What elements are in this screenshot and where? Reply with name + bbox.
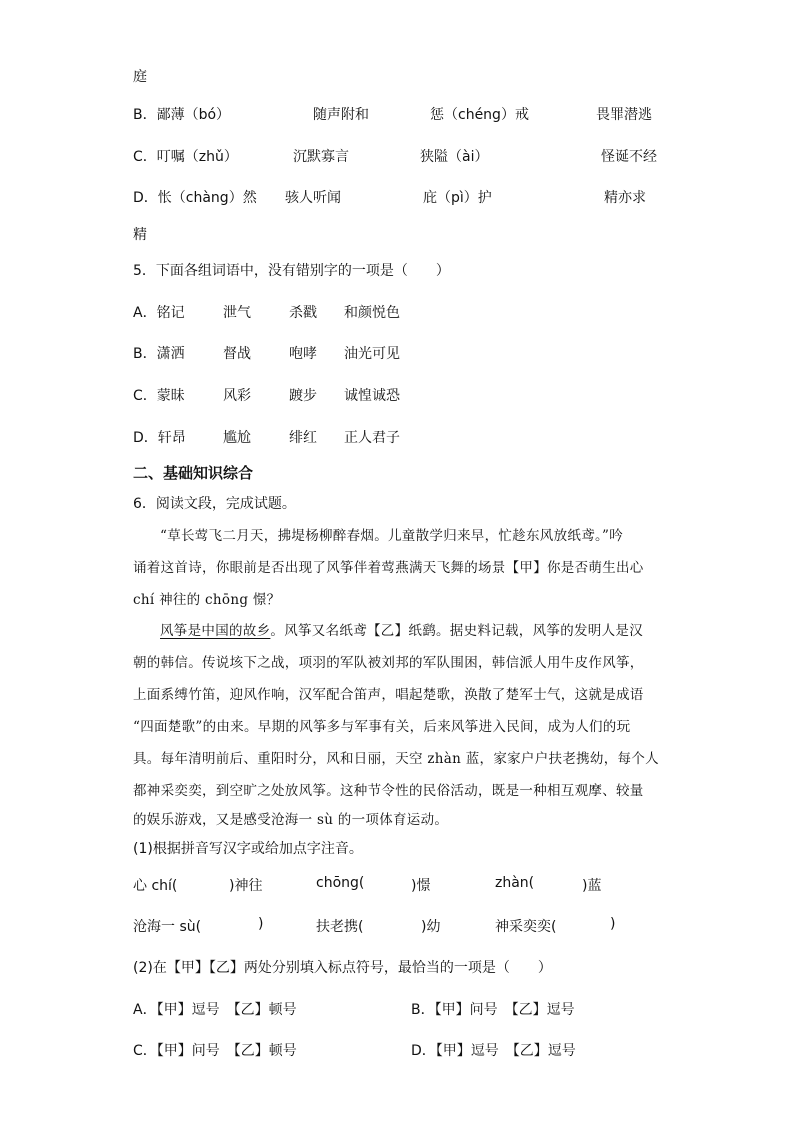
q6-sub1-stem: (1)根据拼音写汉字或给加点字注音。 [133,841,363,857]
passage-line: 诵着这首诗，你眼前是否出现了风筝伴着莺燕满天飞舞的场景【甲】你是否萌生出心 [133,560,644,576]
option-word: 尴尬 [223,430,251,446]
blank-label: )幼 [421,919,441,935]
blank-label: 沧海一 sù( [133,919,202,935]
option-word: 油光可见 [344,346,400,362]
section-heading: 二、基础知识综合 [133,464,254,482]
passage-line: “四面楚歌”的由来。早期的风筝多与军事有关，后来风筝进入民间，成为人们的玩 [133,719,631,735]
option-label: D．怅（chàng）然 [133,190,257,206]
q6-sub2-option-b[interactable]: B．【甲】问号 【乙】逗号 [411,1002,575,1018]
passage-line: chí 神往的 chōng 憬？ [133,592,281,608]
option-word: 绯红 [289,430,317,446]
option-label: B．鄙薄（bó） [133,107,231,123]
q6-stem: 6．阅读文段，完成试题。 [133,496,296,512]
passage-line: 风筝是中国的故乡。风筝又名纸鸢【乙】纸鹞。据史料记载，风筝的发明人是汉 [160,623,644,639]
q6-sub2-option-a[interactable]: A．【甲】逗号 【乙】顿号 [133,1002,297,1018]
option-word: 风彩 [223,388,251,404]
option-word: 畏罪潜逃 [596,107,652,123]
option-word: 咆哮 [289,346,317,362]
option-word: 骇人听闻 [285,190,341,206]
option-word: 沉默寡言 [293,149,349,165]
blank-label: 扶老携( [316,919,364,935]
option-word: 惩（chéng）戒 [430,107,529,123]
fragment-ting: 庭 [133,69,147,85]
blank-label: ) [258,916,264,932]
option-word: 狭隘（ài） [420,149,489,165]
passage-line: “草长莺飞二月天，拂堤杨柳醉春烟。儿童散学归来早，忙趁东风放纸鸢。”吟 [160,528,624,544]
passage-line: 上面系缚竹笛，迎风作响，汉军配合笛声，唱起楚歌，涣散了楚军士气，这就是成语 [133,687,644,703]
option-word: 精亦求 [604,190,646,206]
underlined-sentence: 风筝是中国的故乡 [160,623,271,639]
blank-label: )憬 [411,878,431,894]
blank-label: )神往 [229,878,263,894]
option-word: 督战 [223,346,251,362]
option-word: 泄气 [223,305,251,321]
blank-label: chōng( [316,875,365,891]
passage-line: 朝的韩信。传说垓下之战，项羽的军队被刘邦的军队围困，韩信派人用牛皮作风筝， [133,655,644,671]
option-word: 杀戳 [289,305,317,321]
option-label: C．叮嘱（zhǔ） [133,149,238,165]
option-word: 踱步 [289,388,317,404]
blank-label: 心 chí( [133,878,178,894]
passage-line: 的娱乐游戏，又是感受沧海一 sù 的一项体育运动。 [133,812,449,828]
option-label: B．潇洒 [133,346,185,362]
blank-label: ) [610,916,616,932]
blank-label: 神采奕奕( [495,919,557,935]
q5-stem: 5．下面各组词语中，没有错别字的一项是（ ） [133,263,450,279]
blank-label: zhàn( [495,875,535,891]
option-label: C．蒙昧 [133,388,185,404]
q6-sub2-option-c[interactable]: C．【甲】问号 【乙】顿号 [133,1043,297,1059]
option-word: 正人君子 [344,430,400,446]
q6-sub2-stem: (2)在【甲】【乙】两处分别填入标点符号，最恰当的一项是（ ） [133,960,552,976]
option-word: 庇（pì）护 [423,190,492,206]
passage-line: 都神采奕奕，到空旷之处放风筝。这种节令性的民俗活动，既是一种相互观摩、较量 [133,783,644,799]
fragment-jing: 精 [133,227,147,243]
blank-label: )蓝 [582,878,602,894]
option-word: 诚惶诚恐 [344,388,400,404]
option-label: A．铭记 [133,305,185,321]
option-label: D．轩昂 [133,430,186,446]
option-word: 怪诞不经 [601,149,657,165]
passage-line: 具。每年清明前后、重阳时分，风和日丽，天空 zhàn 蓝，家家户户扶老携幼，每个人 [133,751,659,767]
option-word: 随声附和 [313,107,369,123]
q6-sub2-option-d[interactable]: D．【甲】逗号 【乙】逗号 [411,1043,576,1059]
option-word: 和颜悦色 [344,305,400,321]
